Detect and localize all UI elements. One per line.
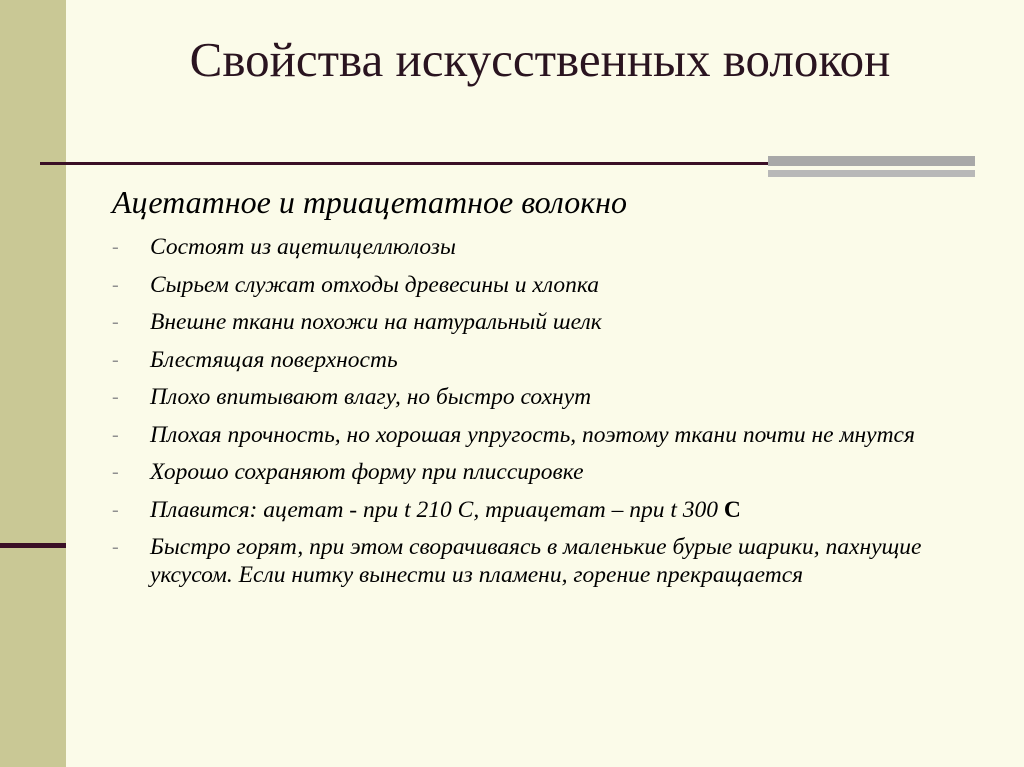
left-bar-accent-line: [0, 543, 66, 548]
title-gray-accent-bottom: [768, 170, 975, 177]
list-item-text: Плохая прочность, но хорошая упругость, поэтому ткани почти не мнутся: [150, 421, 915, 448]
list-item-bold-suffix: С: [723, 496, 741, 523]
list-item-text: Плавится: ацетат - при t 210 С, триацетат – при t 300: [150, 496, 724, 523]
dash-marker: -: [112, 498, 119, 521]
list-item: [112, 496, 972, 524]
dash-marker: -: [112, 236, 119, 258]
dash-marker: -: [112, 423, 119, 446]
bullet-list: [112, 233, 972, 599]
list-item: [112, 533, 972, 589]
dash-marker: -: [112, 348, 119, 371]
list-item-text: Быстро горят, при этом сворачиваясь в маленькие бурые шарики, пахнущие уксусом. Если нитку вынести из пламени, горение прекращается: [150, 534, 922, 588]
list-item-text: Состоят из ацетилцеллюлозы: [150, 234, 456, 260]
list-item: [112, 383, 972, 411]
dash-marker: -: [112, 536, 119, 558]
list-item: [112, 458, 972, 486]
list-item: [112, 233, 972, 261]
list-item: [112, 346, 972, 374]
list-item-text: Плохо впитывают влагу, но быстро сохнут: [150, 384, 592, 410]
dash-marker: -: [112, 386, 119, 408]
slide-title: Свойства искусственных волокон: [189, 32, 891, 87]
list-item: [112, 421, 972, 449]
section-subtitle: Ацетатное и триацетатное волокно: [112, 184, 628, 220]
list-item-text: Сырьем служат отходы древесины и хлопка: [150, 271, 600, 298]
list-item-text: Внешне ткани похожи на натуральный шелк: [150, 309, 602, 335]
list-item: [112, 271, 972, 299]
left-decorative-bar: [0, 0, 66, 767]
title-gray-accent-top: [768, 156, 975, 166]
dash-marker: -: [112, 273, 119, 296]
dash-marker: -: [112, 311, 119, 333]
dash-marker: -: [112, 461, 119, 483]
list-item: [112, 308, 972, 336]
list-item-text: Блестящая поверхность: [150, 346, 398, 373]
list-item-text: Хорошо сохраняют форму при плиссировке: [150, 459, 584, 485]
